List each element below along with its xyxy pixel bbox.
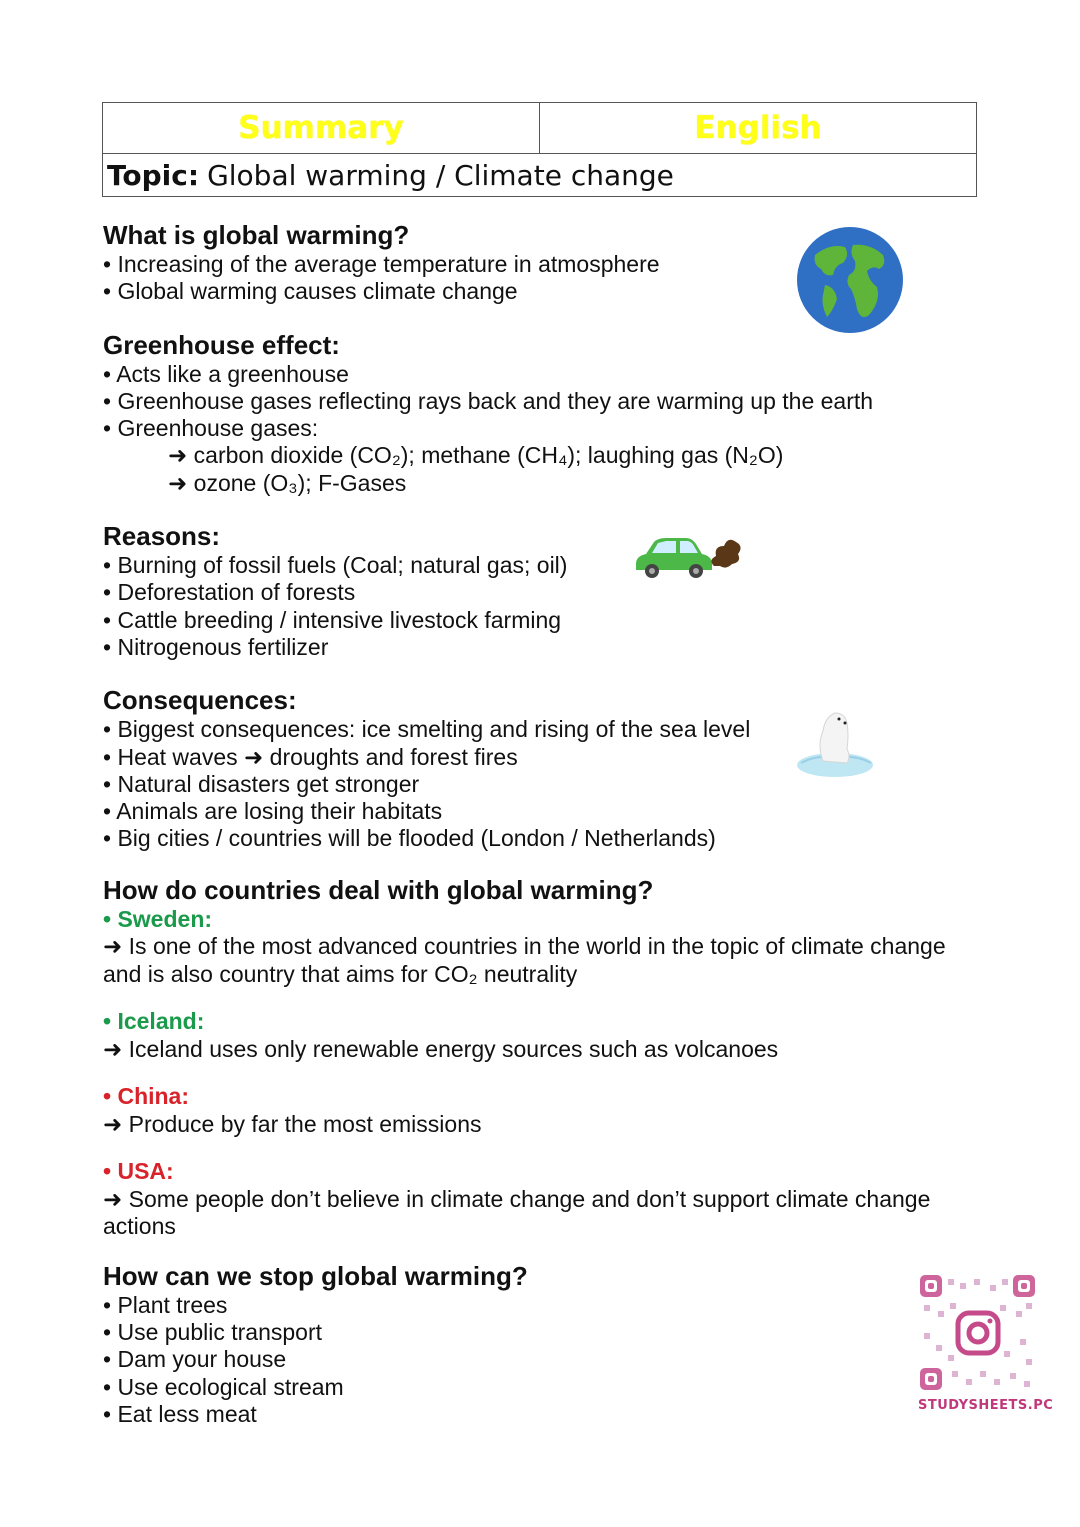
topic-row (103, 154, 976, 196)
globe-icon (795, 225, 905, 335)
list-item: • Acts like a greenhouse (103, 361, 983, 388)
topic-label: Topic: (107, 158, 200, 192)
list-item: • Eat less meat (103, 1401, 983, 1428)
country-name: • China: (103, 1083, 983, 1111)
section-reasons (103, 521, 983, 661)
section-title: How do countries deal with global warming? (103, 874, 654, 905)
list-item: • Use public transport (103, 1319, 983, 1346)
brand-label: STUDYSHEETS.PC (918, 1398, 1054, 1413)
sub-item (103, 442, 983, 469)
arrow-icon: ➜ (103, 1110, 123, 1137)
list-item: • Burning of fossil fuels (Coal; natural gas; oil) (103, 552, 983, 579)
list-item: • Animals are losing their habitats (103, 798, 983, 825)
arrow-icon: ➜ (103, 1035, 123, 1062)
list-item: • Use ecological stream (103, 1374, 983, 1401)
list-item: • Greenhouse gases reflecting rays back and they are warming up the earth (103, 388, 983, 415)
sub-item-text: ozone (O₃); F-Gases (193, 469, 407, 496)
list-item: • Global warming causes climate change (103, 278, 983, 305)
header-table (102, 102, 977, 197)
country-usa (103, 1158, 983, 1241)
country-desc: Iceland uses only renewable energy sources such as volcanoes (128, 1035, 779, 1062)
arrow-icon: ➜ (103, 933, 123, 960)
list-item: • Big cities / countries will be flooded (London / Netherlands) (103, 825, 983, 852)
country-china (103, 1083, 983, 1138)
list-item: • Nitrogenous fertilizer (103, 634, 983, 661)
country-text (103, 933, 983, 988)
country-desc: Produce by far the most emissions (128, 1110, 482, 1137)
country-name: • USA: (103, 1158, 983, 1186)
sub-item (103, 470, 983, 497)
section-title: Reasons: (103, 521, 221, 552)
car-icon (632, 530, 742, 582)
arrow-icon: ➜ (168, 469, 188, 496)
country-name: • Iceland: (103, 1008, 983, 1036)
country-sweden (103, 906, 983, 989)
qr-code-icon (920, 1275, 1035, 1390)
list-item: • Cattle breeding / intensive livestock farming (103, 607, 983, 634)
arrow-icon: ➜ (103, 1185, 123, 1212)
content (103, 220, 983, 1446)
header-row (103, 103, 976, 154)
arrow-icon: ➜ (168, 442, 188, 469)
list-item: • Biggest consequences: ice smelting and rising of the sea level (103, 716, 983, 743)
polar-bear-icon (795, 705, 875, 780)
section-title: What is global warming? (103, 220, 410, 250)
list-item: • Dam your house (103, 1346, 983, 1373)
section-title: Greenhouse effect: (103, 329, 340, 360)
country-desc: Is one of the most advanced countries in the world in the topic of climate change and is also country that aims for CO₂ neutrality (103, 933, 946, 987)
topic-value: Global warming / Climate change (207, 158, 674, 192)
country-text (103, 1186, 983, 1241)
section-title: Consequences: (103, 685, 297, 716)
country-desc: Some people don’t believe in climate change and don’t support climate change actions (103, 1185, 931, 1240)
header-summary: Summary (238, 110, 404, 146)
section-stop (103, 1261, 983, 1428)
section-greenhouse (103, 330, 983, 497)
country-text (103, 1036, 983, 1064)
list-item: • Plant trees (103, 1292, 983, 1319)
sub-item-text: carbon dioxide (CO₂); methane (CH₄); laughing gas (N₂O) (193, 442, 784, 469)
list-item: • Deforestation of forests (103, 579, 983, 606)
country-name: • Sweden: (103, 906, 983, 934)
section-countries (103, 875, 983, 1241)
country-iceland (103, 1008, 983, 1063)
list-item: • Greenhouse gases: (103, 415, 983, 442)
header-subject: English (539, 103, 976, 153)
list-item: • Heat waves ➜ droughts and forest fires (103, 744, 983, 771)
section-title: How can we stop global warming? (103, 1260, 528, 1291)
country-text (103, 1111, 983, 1139)
list-item: • Increasing of the average temperature in atmosphere (103, 251, 983, 278)
list-item: • Natural disasters get stronger (103, 771, 983, 798)
